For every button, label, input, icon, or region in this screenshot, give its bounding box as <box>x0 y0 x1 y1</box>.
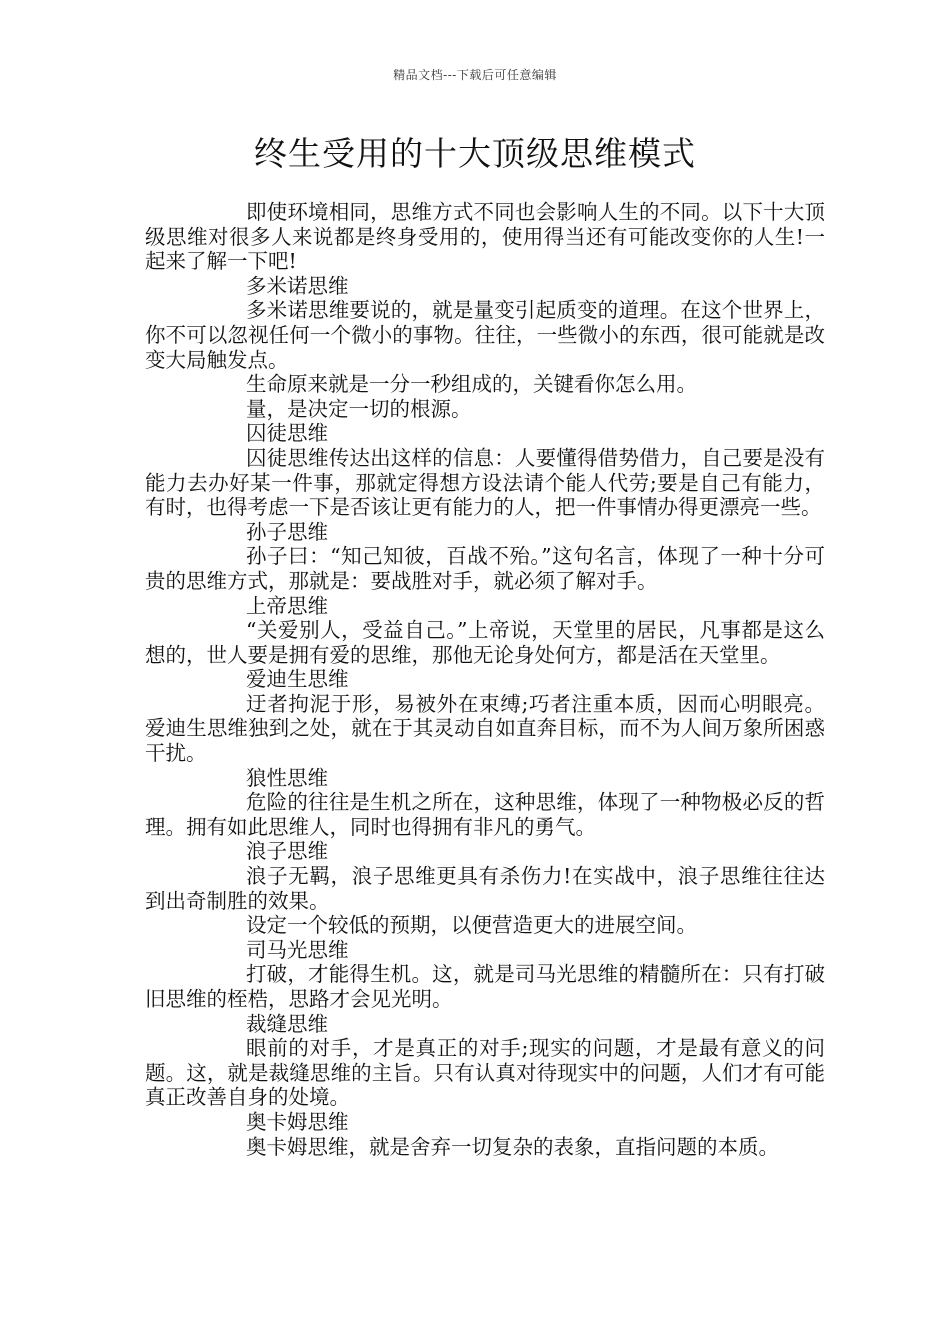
paragraph: 生命原来就是一分一秒组成的，关键看你怎么用。 <box>246 372 697 397</box>
paragraph: 迂者拘泥于形，易被外在束缚;巧者注重本质，因而心明眼亮。爱迪生思维独到之处，就在于其灵动自如直奔目标，而不为人间万象所困惑干扰。 <box>145 691 825 766</box>
paragraph: 量，是决定一切的根源。 <box>246 396 472 421</box>
paragraph: 浪子无羁，浪子思维更具有杀伤力!在实战中，浪子思维往往达到出奇制胜的效果。 <box>145 864 825 913</box>
paragraph: 多米诺思维要说的，就是量变引起质变的道理。在这个世界上，你不可以忽视任何一个微小的事物。往往，一些微小的东西，很可能就是改变大局触发点。 <box>145 298 825 372</box>
section-heading: 奥卡姆思维 <box>246 1109 349 1134</box>
paragraph: 眼前的对手，才是真正的对手;现实的问题，才是最有意义的问题。这，就是裁缝思维的主旨。只有认真对待现实中的问题，人们才有可能真正改善自身的处境。 <box>145 1036 825 1110</box>
paragraph: 设定一个较低的预期，以便营造更大的进展空间。 <box>246 913 697 938</box>
paragraph: 打破，才能得生机。这，就是司马光思维的精髓所在：只有打破旧思维的桎梏，思路才会见光明。 <box>145 962 825 1011</box>
section-heading: 裁缝思维 <box>246 1011 328 1036</box>
section-heading: 爱迪生思维 <box>246 667 349 692</box>
section-heading: 浪子思维 <box>246 839 328 864</box>
paragraph: 孙子曰：“知己知彼，百战不殆。”这句名言，体现了一种十分可贵的思维方式，那就是：要战胜对手，就必须了解对手。 <box>145 544 825 593</box>
section-heading: 多米诺思维 <box>246 273 349 298</box>
intro-paragraph: 即使环境相同，思维方式不同也会影响人生的不同。以下十大顶级思维对很多人来说都是终身受用的，使用得当还有可能改变你的人生!一起来了解一下吧! <box>145 200 825 274</box>
section-heading: 孙子思维 <box>246 519 328 544</box>
section-heading: 上帝思维 <box>246 593 328 618</box>
page-header: 精品文档---下载后可任意编辑 <box>393 68 557 82</box>
paragraph: “关爱别人，受益自己。”上帝说，天堂里的居民，凡事都是这么想的，世人要是拥有爱的思维，那他无论身处何方，都是活在天堂里。 <box>145 618 825 667</box>
paragraph: 囚徒思维传达出这样的信息：人要懂得借势借力，自己要是没有能力去办好某一件事，那就定得想方设法请个能人代劳;要是自己有能力，有时，也得考虑一下是否该让更有能力的人，把一件事情办得更漂亮一些。 <box>145 445 825 520</box>
section-heading: 狼性思维 <box>246 765 328 790</box>
section-heading: 司马光思维 <box>246 937 349 962</box>
paragraph: 奥卡姆思维，就是舍弃一切复杂的表象，直指问题的本质。 <box>246 1134 779 1159</box>
section-heading: 囚徒思维 <box>246 421 328 446</box>
document-title: 终生受用的十大顶级思维模式 <box>254 134 696 173</box>
paragraph: 危险的往往是生机之所在，这种思维，体现了一种物极必反的哲理。拥有如此思维人，同时也得拥有非凡的勇气。 <box>145 790 825 839</box>
document-body <box>145 200 825 1159</box>
